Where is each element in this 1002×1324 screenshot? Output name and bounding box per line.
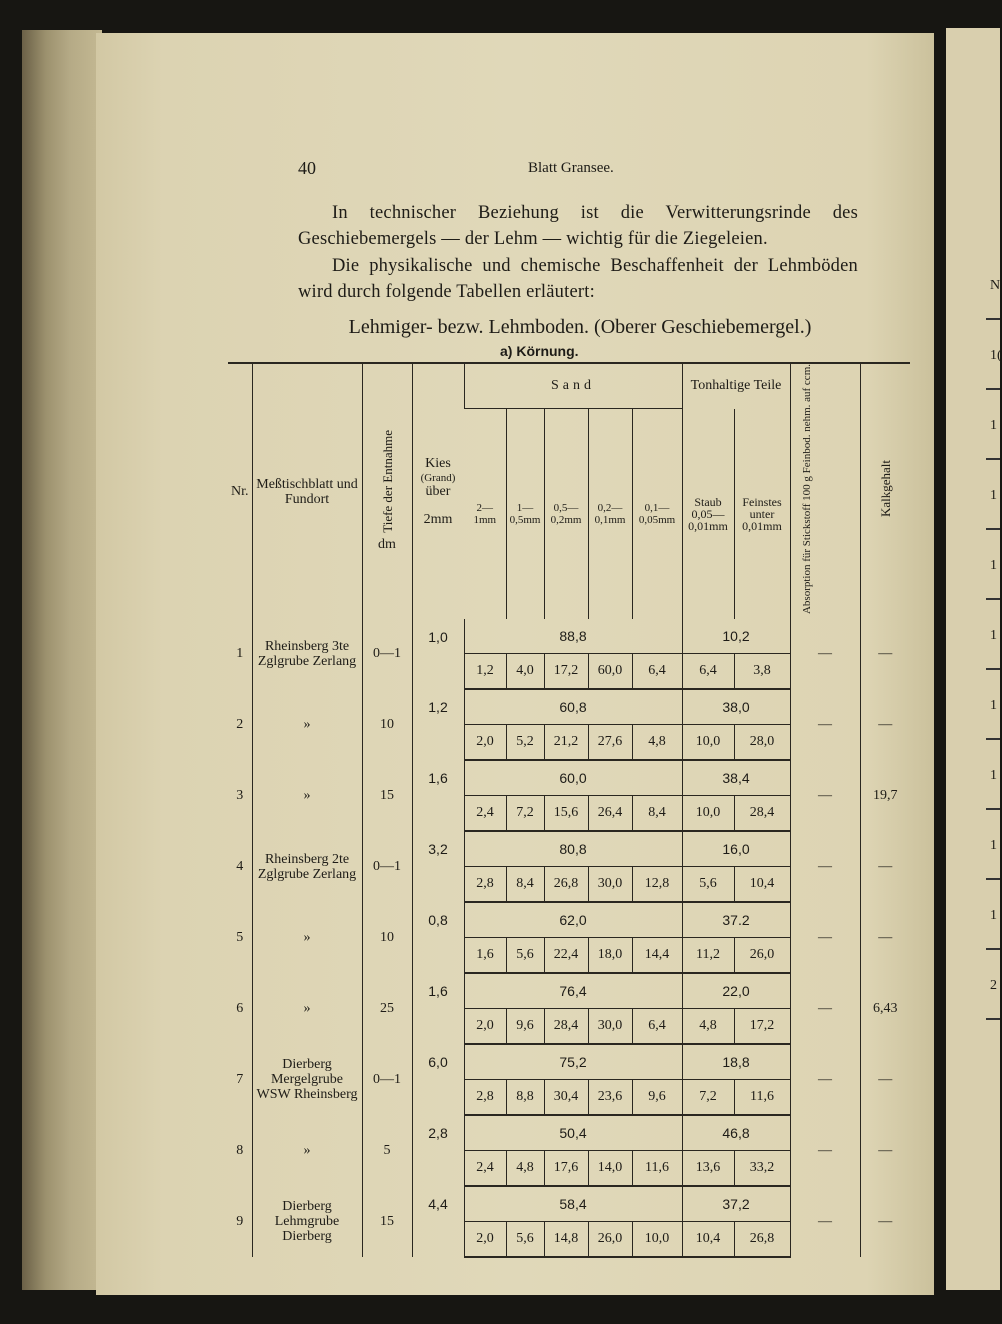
row-feinstes: 28,0 bbox=[734, 725, 790, 761]
row-absorption: — bbox=[790, 1186, 860, 1257]
row-kalk: — bbox=[860, 1115, 910, 1186]
next-page-rule bbox=[986, 808, 1000, 810]
row-sand-fraction: 8,8 bbox=[506, 1080, 544, 1116]
row-sand-fraction: 6,4 bbox=[632, 654, 682, 690]
col-sand-fraction: 0,2— 0,1mm bbox=[588, 409, 632, 620]
next-page-fragment: 1 bbox=[990, 558, 997, 573]
row-nr: 3 bbox=[236, 787, 244, 803]
row-fundort: Dierberg Lehmgrube Dierberg bbox=[252, 1186, 362, 1257]
row-feinstes: 28,4 bbox=[734, 796, 790, 832]
col-kalk-label: Kalkgehalt bbox=[877, 460, 893, 518]
col-kies-grand: (Grand) bbox=[420, 471, 456, 484]
col-absorption bbox=[790, 363, 860, 619]
row-ton-total: 22,0 bbox=[682, 973, 790, 1009]
row-tiefe: 5 bbox=[362, 1115, 412, 1186]
col-kalk bbox=[860, 363, 910, 619]
next-page-fragment: 2 bbox=[990, 978, 997, 993]
row-fundort: » bbox=[252, 1115, 362, 1186]
row-sand-total: 58,4 bbox=[464, 1186, 682, 1222]
row-feinstes: 3,8 bbox=[734, 654, 790, 690]
next-page-rule bbox=[986, 388, 1000, 390]
row-sand-fraction: 21,2 bbox=[544, 725, 588, 761]
col-feinstes: Feinstes unter 0,01mm bbox=[734, 409, 790, 620]
row-sand-fraction: 15,6 bbox=[544, 796, 588, 832]
row-fundort: » bbox=[252, 973, 362, 1044]
row-sand-fraction: 2,8 bbox=[464, 867, 506, 903]
next-page-rule bbox=[986, 598, 1000, 600]
row-sand-fraction: 14,4 bbox=[632, 938, 682, 974]
row-staub: 10,0 bbox=[682, 796, 734, 832]
col-tiefe-label: Tiefe der Entnahme bbox=[379, 429, 395, 533]
row-sand-fraction: 5,2 bbox=[506, 725, 544, 761]
col-sand: Sand bbox=[464, 363, 682, 409]
table-row bbox=[228, 1044, 910, 1080]
col-tiefe bbox=[362, 363, 412, 619]
running-title: Blatt Gransee. bbox=[528, 160, 614, 176]
row-sand-fraction: 7,2 bbox=[506, 796, 544, 832]
table-row bbox=[228, 831, 910, 867]
col-fundort: Meßtischblatt und Fundort bbox=[252, 363, 362, 619]
next-page-rule bbox=[986, 458, 1000, 460]
row-sand-fraction: 2,0 bbox=[464, 725, 506, 761]
next-page-fragment: 1 bbox=[990, 908, 997, 923]
paragraph-1: In technischer Beziehung ist die Verwitterungsrinde des Geschiebemergels — der Lehm — wichtig für die Ziegeleien. bbox=[298, 203, 858, 249]
row-feinstes: 26,0 bbox=[734, 938, 790, 974]
row-feinstes: 11,6 bbox=[734, 1080, 790, 1116]
row-ton-total: 16,0 bbox=[682, 831, 790, 867]
next-page-strip bbox=[946, 28, 1000, 1290]
row-tiefe: 25 bbox=[362, 973, 412, 1044]
row-ton-total: 38,0 bbox=[682, 689, 790, 725]
col-kies-label: Kies bbox=[425, 455, 451, 471]
row-ton-total: 10,2 bbox=[682, 619, 790, 654]
row-kalk: — bbox=[860, 619, 910, 689]
row-sand-fraction: 8,4 bbox=[506, 867, 544, 903]
row-sand-fraction: 60,0 bbox=[588, 654, 632, 690]
table-row bbox=[228, 619, 910, 654]
row-absorption: — bbox=[790, 973, 860, 1044]
next-page-fragment: N bbox=[990, 278, 1001, 293]
col-staub: Staub 0,05— 0,01mm bbox=[682, 409, 734, 620]
row-sand-total: 80,8 bbox=[464, 831, 682, 867]
col-sand-fraction: 0,5— 0,2mm bbox=[544, 409, 588, 620]
next-page-rule bbox=[986, 318, 1000, 320]
row-staub: 6,4 bbox=[682, 654, 734, 690]
row-sand-fraction: 26,8 bbox=[544, 867, 588, 903]
row-kies: 6,0 bbox=[412, 1044, 464, 1115]
row-fundort: Rheinsberg 2te Zglgrube Zerlang bbox=[252, 831, 362, 902]
next-page-fragment: 1 bbox=[990, 418, 997, 433]
col-kies-unit: 2mm bbox=[423, 511, 453, 527]
table-row bbox=[228, 902, 910, 938]
row-tiefe: 15 bbox=[362, 1186, 412, 1257]
col-kies-ueber: über bbox=[425, 483, 451, 499]
next-page-fragment: 1 bbox=[990, 768, 997, 783]
row-absorption: — bbox=[790, 902, 860, 973]
row-sand-total: 88,8 bbox=[464, 619, 682, 654]
row-fundort: » bbox=[252, 760, 362, 831]
row-sand-fraction: 30,4 bbox=[544, 1080, 588, 1116]
row-nr: 5 bbox=[236, 929, 244, 945]
row-feinstes: 26,8 bbox=[734, 1222, 790, 1258]
row-sand-fraction: 9,6 bbox=[632, 1080, 682, 1116]
col-sand-fraction: 0,1— 0,05mm bbox=[632, 409, 682, 620]
next-page-rule bbox=[986, 668, 1000, 670]
table-row bbox=[228, 973, 910, 1009]
paragraph-2: Die physikalische und chemische Beschaffenheit der Lehmböden wird durch folgende Tabellen erläutert: bbox=[298, 256, 858, 302]
next-page-rule bbox=[986, 878, 1000, 880]
row-sand-fraction: 9,6 bbox=[506, 1009, 544, 1045]
row-sand-fraction: 14,0 bbox=[588, 1151, 632, 1187]
row-sand-fraction: 4,8 bbox=[632, 725, 682, 761]
row-sand-fraction: 5,6 bbox=[506, 938, 544, 974]
row-kalk: 19,7 bbox=[860, 760, 910, 831]
next-page-fragment: 1 bbox=[990, 488, 997, 503]
row-fundort: Rheinsberg 3te Zglgrube Zerlang bbox=[252, 619, 362, 689]
row-sand-total: 60,0 bbox=[464, 760, 682, 796]
next-page-fragment: 1 bbox=[990, 628, 997, 643]
row-sand-fraction: 17,6 bbox=[544, 1151, 588, 1187]
row-staub: 7,2 bbox=[682, 1080, 734, 1116]
row-kies: 1,2 bbox=[412, 689, 464, 760]
row-absorption: — bbox=[790, 760, 860, 831]
next-page-fragment: 1 bbox=[990, 698, 997, 713]
row-sand-fraction: 27,6 bbox=[588, 725, 632, 761]
row-sand-fraction: 28,4 bbox=[544, 1009, 588, 1045]
row-sand-total: 60,8 bbox=[464, 689, 682, 725]
row-sand-fraction: 30,0 bbox=[588, 867, 632, 903]
row-kalk: — bbox=[860, 689, 910, 760]
row-sand-fraction: 2,4 bbox=[464, 796, 506, 832]
table-row bbox=[228, 760, 910, 796]
table-caption: Lehmiger- bezw. Lehmboden. (Oberer Geschiebemergel.) bbox=[348, 316, 812, 338]
row-nr: 1 bbox=[236, 646, 244, 662]
col-sand-fraction: 2— 1mm bbox=[473, 502, 497, 526]
next-page-rule bbox=[986, 948, 1000, 950]
row-kalk: — bbox=[860, 1186, 910, 1257]
row-sand-fraction: 2,8 bbox=[464, 1080, 506, 1116]
row-kies: 2,8 bbox=[412, 1115, 464, 1186]
row-sand-fraction: 10,0 bbox=[632, 1222, 682, 1258]
row-sand-fraction: 14,8 bbox=[544, 1222, 588, 1258]
col-tiefe-unit: dm bbox=[378, 537, 396, 553]
row-sand-total: 75,2 bbox=[464, 1044, 682, 1080]
row-sand-fraction: 5,6 bbox=[506, 1222, 544, 1258]
row-kies: 1,6 bbox=[412, 973, 464, 1044]
row-sand-fraction: 17,2 bbox=[544, 654, 588, 690]
row-fundort: Dierberg Mergelgrube WSW Rheinsberg bbox=[252, 1044, 362, 1115]
next-page-rule bbox=[986, 1018, 1000, 1020]
row-feinstes: 33,2 bbox=[734, 1151, 790, 1187]
row-sand-fraction: 2,0 bbox=[464, 1222, 506, 1258]
table-subheading: a) Körnung. bbox=[500, 343, 579, 359]
row-ton-total: 37.2 bbox=[682, 902, 790, 938]
row-kalk: 6,43 bbox=[860, 973, 910, 1044]
row-sand-total: 50,4 bbox=[464, 1115, 682, 1151]
row-sand-fraction: 8,4 bbox=[632, 796, 682, 832]
row-sand-fraction: 26,4 bbox=[588, 796, 632, 832]
row-sand-fraction: 22,4 bbox=[544, 938, 588, 974]
row-ton-total: 38,4 bbox=[682, 760, 790, 796]
row-sand-fraction: 26,0 bbox=[588, 1222, 632, 1258]
table-row bbox=[228, 689, 910, 725]
row-kies: 0,8 bbox=[412, 902, 464, 973]
row-sand-total: 62,0 bbox=[464, 902, 682, 938]
row-tiefe: 15 bbox=[362, 760, 412, 831]
row-sand-total: 76,4 bbox=[464, 973, 682, 1009]
row-sand-fraction: 4,8 bbox=[506, 1151, 544, 1187]
row-tiefe: 10 bbox=[362, 902, 412, 973]
row-tiefe: 0—1 bbox=[362, 619, 412, 689]
row-feinstes: 17,2 bbox=[734, 1009, 790, 1045]
row-sand-fraction: 1,2 bbox=[464, 654, 506, 690]
row-tiefe: 0—1 bbox=[362, 831, 412, 902]
row-ton-total: 18,8 bbox=[682, 1044, 790, 1080]
row-tiefe: 0—1 bbox=[362, 1044, 412, 1115]
row-sand-fraction: 2,0 bbox=[464, 1009, 506, 1045]
col-nr: Nr. bbox=[228, 363, 252, 619]
row-staub: 10,0 bbox=[682, 725, 734, 761]
row-nr: 8 bbox=[236, 1142, 244, 1158]
row-tiefe: 10 bbox=[362, 689, 412, 760]
table-row bbox=[228, 1115, 910, 1151]
next-page-rule bbox=[986, 738, 1000, 740]
row-staub: 4,8 bbox=[682, 1009, 734, 1045]
row-sand-fraction: 6,4 bbox=[632, 1009, 682, 1045]
col-sand-fraction: 1— 0,5mm bbox=[506, 409, 544, 620]
row-nr: 7 bbox=[236, 1071, 244, 1087]
row-kies: 3,2 bbox=[412, 831, 464, 902]
page-number: 40 bbox=[298, 158, 316, 178]
row-ton-total: 46,8 bbox=[682, 1115, 790, 1151]
row-staub: 11,2 bbox=[682, 938, 734, 974]
row-kies: 1,6 bbox=[412, 760, 464, 831]
col-absorption-label: Absorption für Stickstoff 100 g Feinbod. nehm. auf ccm. bbox=[801, 364, 814, 615]
row-kies: 4,4 bbox=[412, 1186, 464, 1257]
row-sand-fraction: 11,6 bbox=[632, 1151, 682, 1187]
row-sand-fraction: 12,8 bbox=[632, 867, 682, 903]
row-kies: 1,0 bbox=[412, 619, 464, 689]
row-kalk: — bbox=[860, 902, 910, 973]
book-edge bbox=[22, 30, 102, 1290]
row-absorption: — bbox=[790, 831, 860, 902]
row-absorption: — bbox=[790, 1044, 860, 1115]
col-ton: Tonhaltige Teile bbox=[682, 363, 790, 409]
row-nr: 4 bbox=[236, 858, 244, 874]
row-nr: 9 bbox=[236, 1213, 244, 1229]
row-ton-total: 37,2 bbox=[682, 1186, 790, 1222]
table-row bbox=[228, 1186, 910, 1222]
next-page-fragment: 1( bbox=[990, 348, 1002, 363]
row-sand-fraction: 2,4 bbox=[464, 1151, 506, 1187]
row-fundort: » bbox=[252, 689, 362, 760]
row-kalk: — bbox=[860, 831, 910, 902]
row-sand-fraction: 1,6 bbox=[464, 938, 506, 974]
row-absorption: — bbox=[790, 689, 860, 760]
next-page-fragment: 1 bbox=[990, 838, 997, 853]
col-kies bbox=[412, 363, 464, 619]
row-staub: 5,6 bbox=[682, 867, 734, 903]
row-kalk: — bbox=[860, 1044, 910, 1115]
row-sand-fraction: 23,6 bbox=[588, 1080, 632, 1116]
grain-size-table bbox=[228, 362, 910, 1258]
row-absorption: — bbox=[790, 1115, 860, 1186]
row-sand-fraction: 18,0 bbox=[588, 938, 632, 974]
row-fundort: » bbox=[252, 902, 362, 973]
row-sand-fraction: 4,0 bbox=[506, 654, 544, 690]
row-staub: 10,4 bbox=[682, 1222, 734, 1258]
row-feinstes: 10,4 bbox=[734, 867, 790, 903]
row-absorption: — bbox=[790, 619, 860, 689]
row-sand-fraction: 30,0 bbox=[588, 1009, 632, 1045]
row-nr: 2 bbox=[236, 716, 244, 732]
next-page-rule bbox=[986, 528, 1000, 530]
row-staub: 13,6 bbox=[682, 1151, 734, 1187]
row-nr: 6 bbox=[236, 1000, 244, 1016]
